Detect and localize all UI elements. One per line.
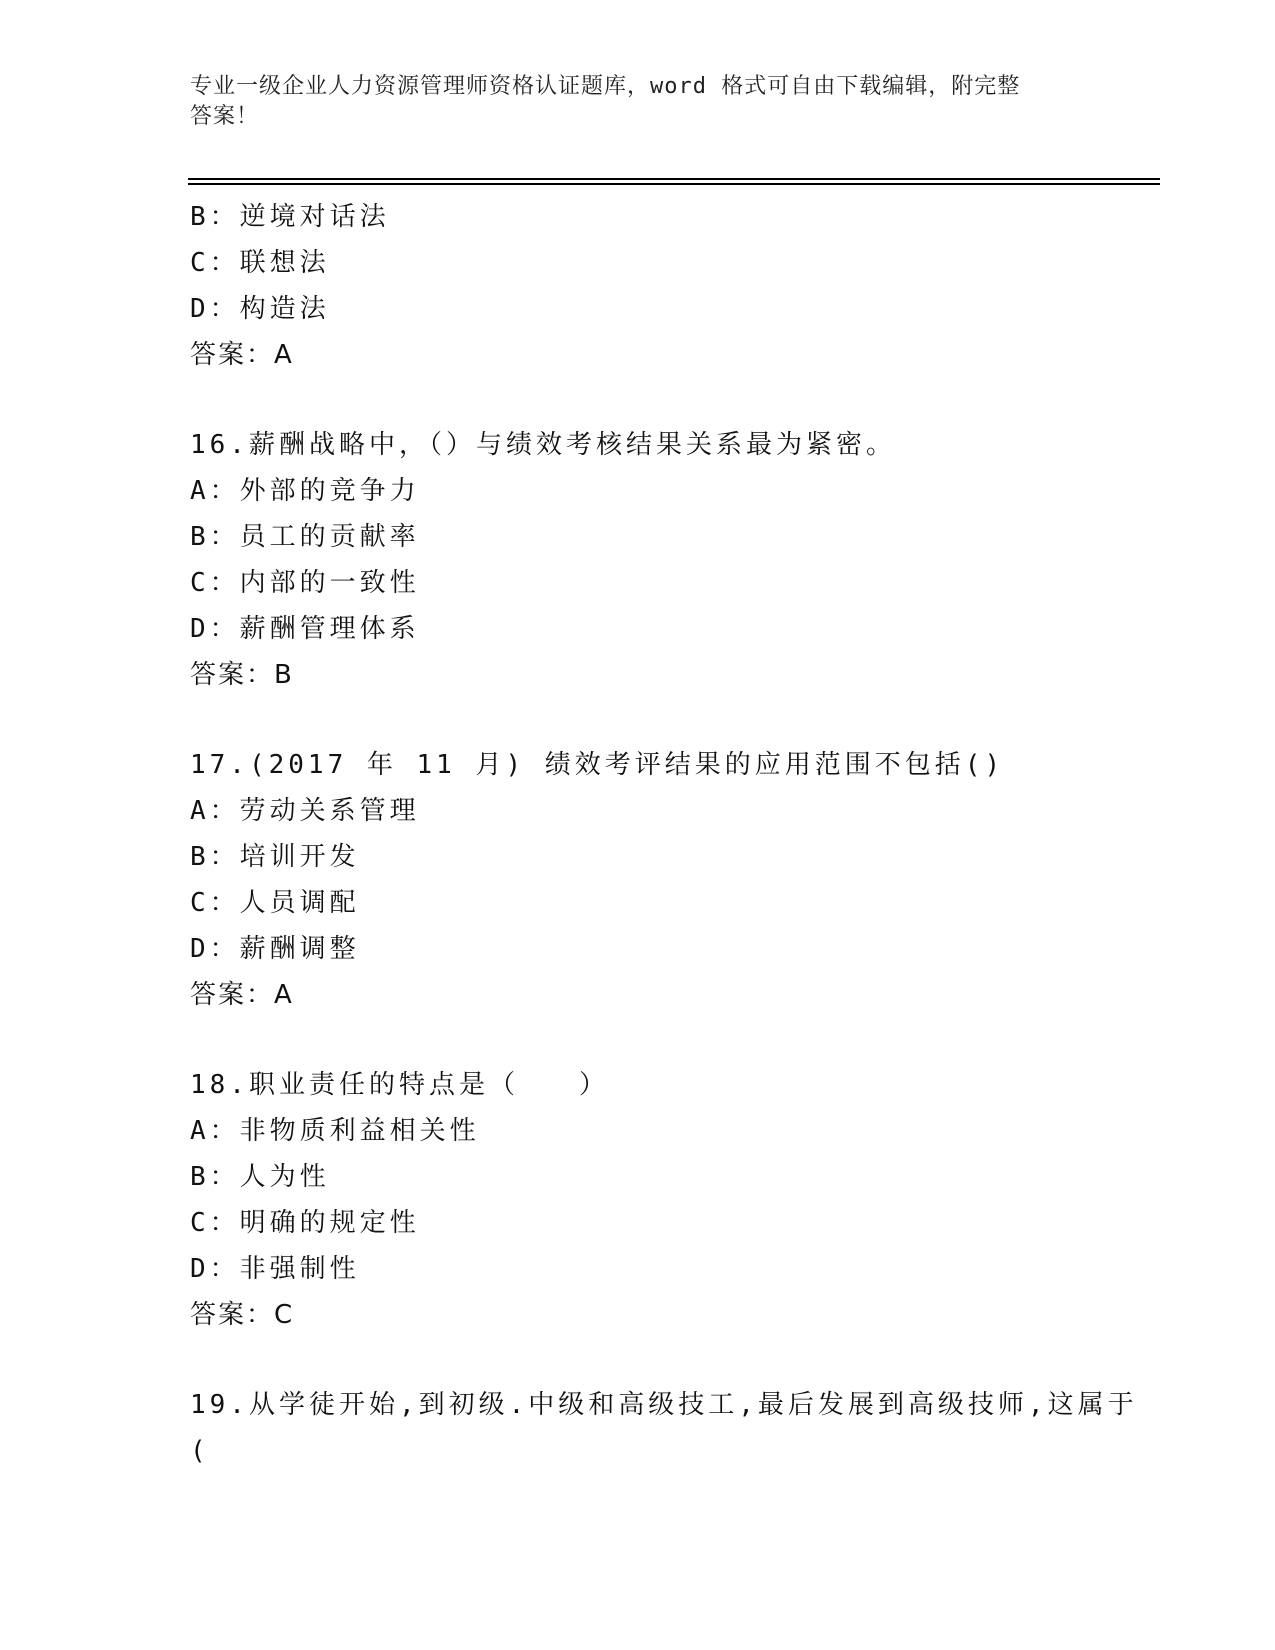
question-18 [190,1062,1150,1338]
option-b: B：员工的贡献率 [190,522,420,552]
option-d: D：薪酬调整 [190,934,360,964]
answer-line: 答案：C [190,1300,295,1330]
question-text: 18.职业责任的特点是（ ） [190,1070,609,1100]
question-15-continued [190,194,1150,378]
option-b: B：逆境对话法 [190,202,390,232]
option-d: D：非强制性 [190,1254,360,1284]
question-19 [190,1382,1150,1474]
option-d: D：构造法 [190,294,330,324]
answer-line: 答案：A [190,980,294,1010]
header-line-2: 答案！ [190,104,260,129]
question-text: 17.(2017 年 11 月) 绩效考评结果的应用范围不包括() [190,750,1005,780]
option-a: A：外部的竞争力 [190,476,420,506]
option-c: C：人员调配 [190,888,360,918]
question-16 [190,422,1150,698]
option-b: B：培训开发 [190,842,360,872]
header-divider-top [188,178,1160,180]
question-text-continued: ( [190,1436,210,1466]
question-text: 16.薪酬战略中，（）与绩效考核结果关系最为紧密。 [190,430,896,460]
question-list [190,194,1150,1474]
option-b: B：人为性 [190,1162,330,1192]
option-c: C：明确的规定性 [190,1208,420,1238]
answer-line: 答案：A [190,340,294,370]
option-a: A：非物质利益相关性 [190,1116,480,1146]
header-divider-bottom [188,183,1160,185]
document-header [190,72,1090,132]
option-c: C：联想法 [190,248,330,278]
question-17 [190,742,1150,1018]
option-c: C：内部的一致性 [190,568,420,598]
header-line-1: 专业一级企业人力资源管理师资格认证题库，word 格式可自由下载编辑，附完整 [190,74,1021,99]
option-d: D：薪酬管理体系 [190,614,420,644]
option-a: A：劳动关系管理 [190,796,420,826]
answer-line: 答案：B [190,660,294,690]
question-text: 19.从学徒开始,到初级.中级和高级技工,最后发展到高级技师,这属于 [190,1390,1138,1420]
